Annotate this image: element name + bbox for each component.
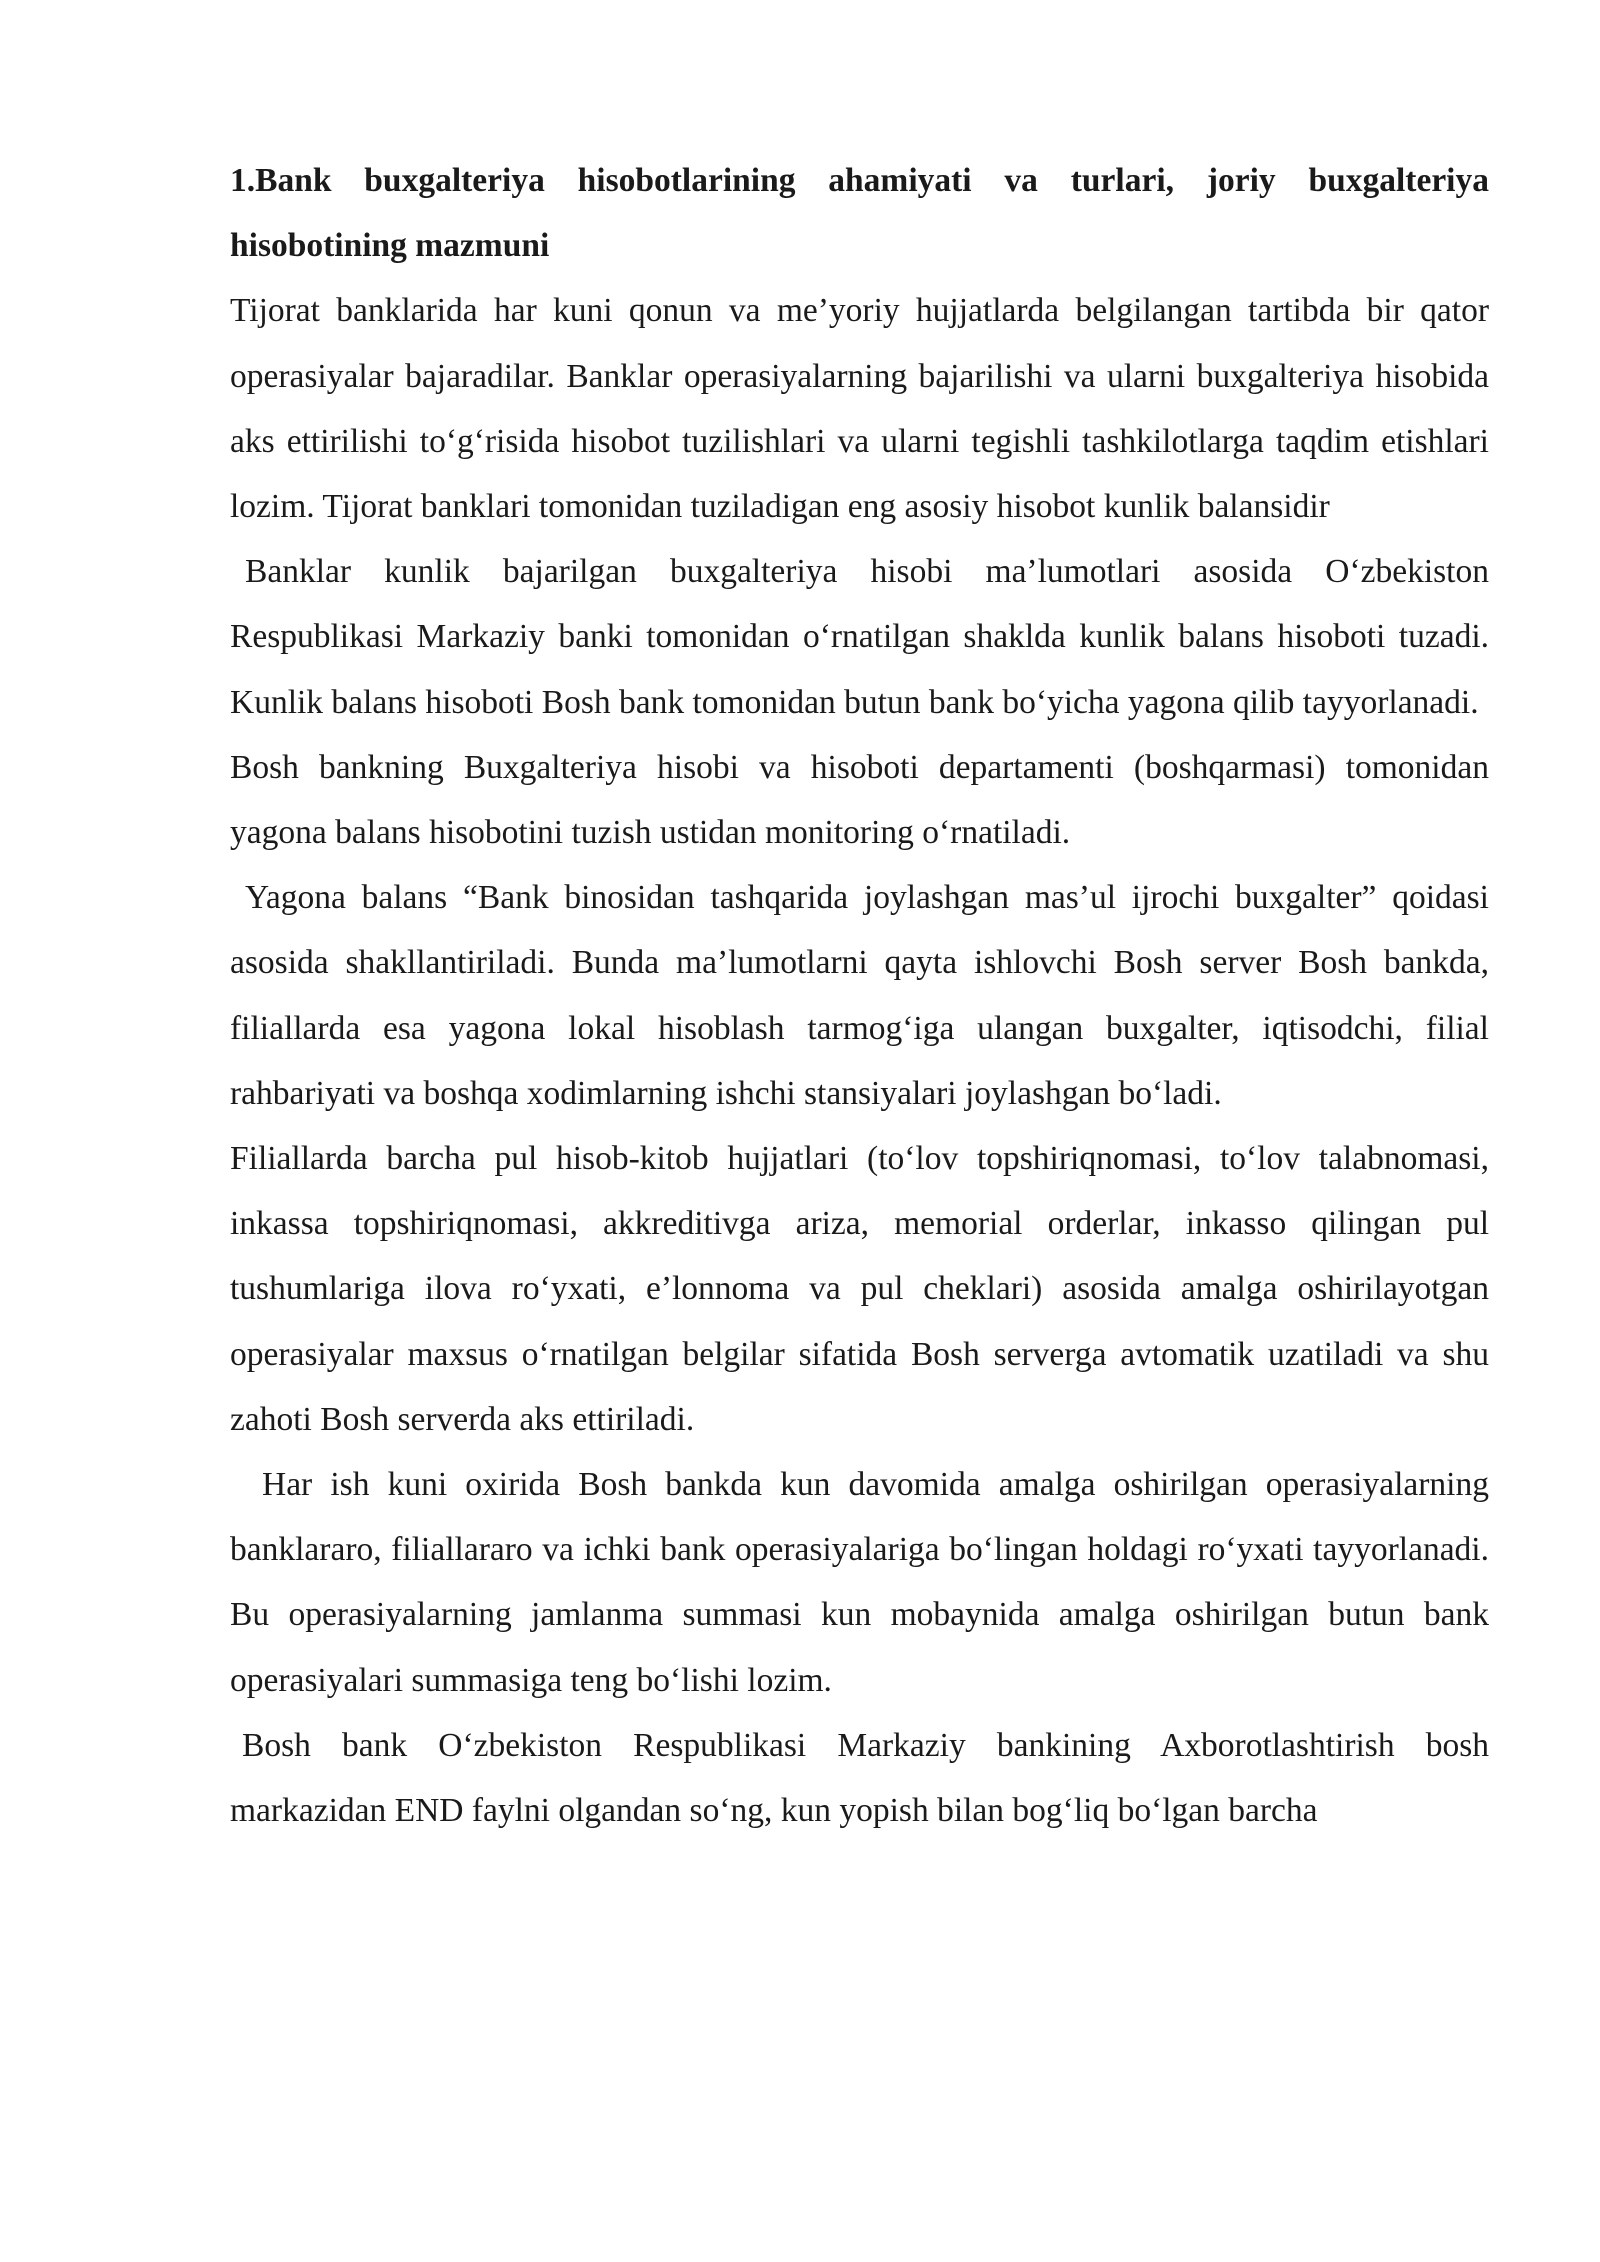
paragraph-3: Bosh bankning Buxgalteriya hisobi va hisoboti departamenti (boshqarmasi) tomonidan yagona balans hisobotini tuzish ustidan monitoring o‘rnatiladi. [230,748,1489,852]
paragraph-4: Yagona balans “Bank binosidan tashqarida joylashgan mas’ul ijrochi buxgalter” qoidasi asosida shakllantiriladi. Bunda ma’lumotlarni qayta ishlovchi Bosh server Bosh bankda, filiallarda esa yagona lokal hisoblash tarmog‘iga ulangan buxgalter, iqtisodchi, filial rahbariyati va boshqa xodimlarning ishchi stansiyalari joylashgan bo‘ladi. [230,879,1489,1112]
section-heading: 1.Bank buxgalteriya hisobotlarining ahamiyati va turlari, joriy buxgalteriya hisobotining mazmuni [230,162,1489,265]
paragraph-6: Har ish kuni oxirida Bosh bankda kun davomida amalga oshirilgan operasiyalarning banklararo, filiallararo va ichki bank operasiyalariga bo‘lingan holdagi ro‘yxati tayyorlanadi. Bu operasiyalarning jamlanma summasi kun mobaynida amalga oshirilgan butun bank operasiyalari summasiga teng bo‘lishi lozim. [230,1466,1489,1699]
document-body [230,148,1489,1843]
paragraph-1: Tijorat banklarida har kuni qonun va me’yoriy hujjatlarda belgilangan tartibda bir qator operasiyalar bajaradilar. Banklar operasiyalarning bajarilishi va ularni buxgalteriya hisobida aks ettirilishi to‘g‘risida hisobot tuzilishlari va ularni tegishli tashkilotlarga taqdim etishlari lozim. Tijorat banklari tomonidan tuziladigan eng asosiy hisobot kunlik balansidir [230,292,1489,526]
paragraph-2: Banklar kunlik bajarilgan buxgalteriya hisobi ma’lumotlari asosida O‘zbekiston Respublikasi Markaziy banki tomonidan o‘rnatilgan shaklda kunlik balans hisoboti tuzadi. Kunlik balans hisoboti Bosh bank tomonidan butun bank bo‘yicha yagona qilib tayyorlanadi. [230,553,1489,721]
paragraph-5: Filiallarda barcha pul hisob-kitob hujjatlari (to‘lov topshiriqnomasi, to‘lov talabnomasi, inkassa topshiriqnomasi, akkreditivga ariza, memorial orderlar, inkasso qilingan pul tushumlariga ilova ro‘yxati, e’lonnoma va pul cheklari) asosida amalga oshirilayotgan operasiyalar maxsus o‘rnatilgan belgilar sifatida Bosh serverga avtomatik uzatiladi va shu zahoti Bosh serverda aks ettiriladi. [230,1140,1489,1438]
paragraph-7: Bosh bank O‘zbekiston Respublikasi Markaziy bankining Axborotlashtirish bosh markazidan END faylni olgandan so‘ng, kun yopish bilan bog‘liq bo‘lgan barcha [230,1726,1489,1830]
